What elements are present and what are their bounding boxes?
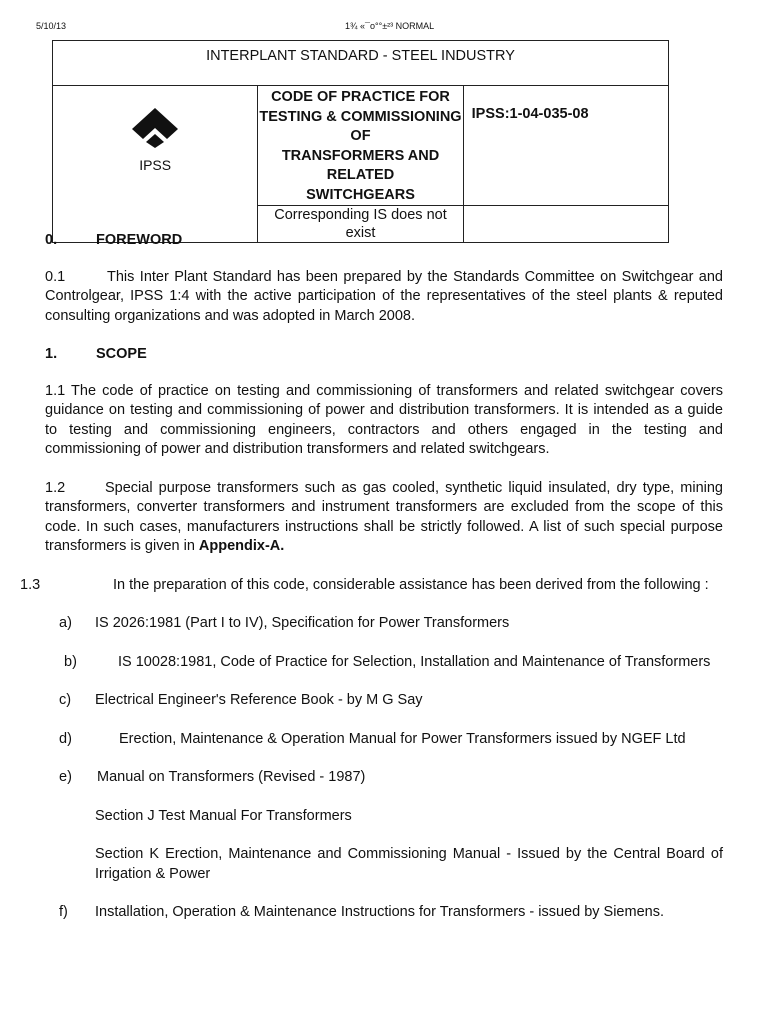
org-title: INTERPLANT STANDARD - STEEL INDUSTRY xyxy=(53,41,669,86)
reference-item: e) Manual on Transformers (Revised - 1987) xyxy=(59,769,366,785)
corresponding-is: Corresponding IS does not exist xyxy=(258,206,463,243)
section-heading-scope: 1. SCOPE xyxy=(45,346,147,362)
reference-subitem: Section K Erection, Maintenance and Commissioning Manual - Issued by the Central Board of Irrigation & Power xyxy=(95,846,723,882)
reference-item: f) Installation, Operation & Maintenance Instructions for Transformers - issued by Siemens. xyxy=(59,904,664,920)
standard-code: IPSS:1-04-035-08 xyxy=(463,86,668,206)
paragraph-1-1: 1.1 The code of practice on testing and commissioning of transformers and related switchgear covers guidance on testing and commissioning of power and distribution transformers. It is intended as a guide to testing and commissioning engineers, contractors and others engaged in the testing and commissioning of power and distribution transformers and related switchgears. xyxy=(45,382,723,457)
title-line: TESTING & COMMISSIONING OF xyxy=(259,108,462,144)
standard-header-table xyxy=(52,40,669,243)
reference-item: d) Erection, Maintenance & Operation Manual for Power Transformers issued by NGEF Ltd xyxy=(59,730,686,747)
reference-item: b) IS 10028:1981, Code of Practice for Selection, Installation and Maintenance of Transformers xyxy=(64,653,711,670)
appendix-link-text: Appendix-A. xyxy=(198,538,285,554)
title-line: SWITCHGEARS xyxy=(306,186,415,203)
logo-label: IPSS xyxy=(139,157,172,173)
paragraph-1-2: 1.2 Special purpose transformers such as gas cooled, synthetic liquid insulated, dry type, mining transformers, converter transformers and instrument transformers are excluded from the scope of this code. In such cases, manufacturers instructions shall be strictly followed. A list of such special purpose transformers is given in Appendix-A. xyxy=(45,479,723,554)
document-body xyxy=(20,226,723,942)
paragraph-0-1: 0.1 This Inter Plant Standard has been prepared by the Standards Committee on Switchgear and Controlgear, IPSS 1:4 with the active participation of the representatives of the steel plants & reputed consulting organizations and was adopted in March 2008. xyxy=(45,268,723,324)
document-title xyxy=(258,86,463,206)
print-date: 5/10/13 xyxy=(36,21,67,31)
reference-subitem: Section J Test Manual For Transformers xyxy=(95,807,352,824)
paragraph-1-3: 1.3 In the preparation of this code, considerable assistance has been derived from the following : xyxy=(20,576,709,593)
page-top-bar xyxy=(0,18,768,34)
section-heading-foreword: 0. FOREWORD xyxy=(45,232,183,248)
title-line: CODE OF PRACTICE FOR xyxy=(271,89,450,105)
print-header: 1¾ «¯ο°°±²³ NORMAL xyxy=(345,21,435,31)
title-line: TRANSFORMERS AND RELATED xyxy=(281,147,440,183)
reference-item: a) IS 2026:1981 (Part I to IV), Specification for Power Transformers xyxy=(59,615,510,631)
reference-item: c) Electrical Engineer's Reference Book - by M G Say xyxy=(59,692,423,708)
logo-cell xyxy=(53,86,258,243)
ipss-logo-icon xyxy=(132,108,178,148)
